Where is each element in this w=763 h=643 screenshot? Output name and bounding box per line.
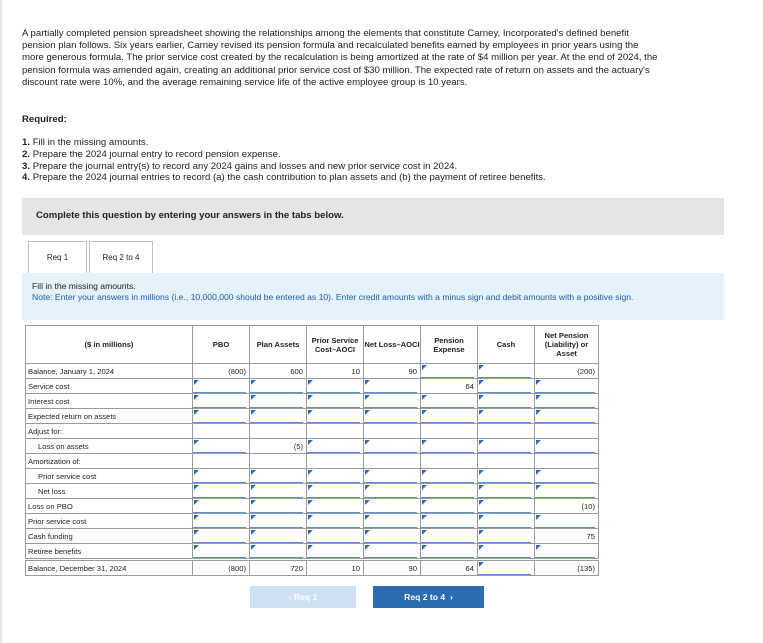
blank-cell	[307, 454, 364, 469]
answer-input[interactable]	[535, 395, 595, 408]
answer-input[interactable]	[478, 440, 531, 453]
row-label: Service cost	[26, 379, 193, 394]
answer-input[interactable]	[421, 500, 474, 513]
row-label: Balance, January 1, 2024	[26, 364, 193, 379]
table-row	[26, 439, 599, 454]
blank-cell	[250, 424, 307, 439]
answer-input[interactable]	[478, 395, 531, 408]
row-label: Net loss	[26, 484, 193, 499]
requirement-item: 3. Prepare the journal entry(s) to record any 2024 gains and losses and new prior service cost in 2024.	[22, 160, 458, 172]
answer-cell[interactable]	[535, 394, 599, 409]
answer-input[interactable]	[364, 470, 417, 483]
answer-cell[interactable]	[250, 529, 307, 544]
blank-cell	[478, 454, 535, 469]
answer-cell[interactable]	[535, 514, 599, 529]
answer-input[interactable]	[307, 530, 360, 543]
prev-button[interactable]: ‹ Req 1	[250, 586, 356, 608]
answer-input[interactable]	[250, 530, 303, 543]
problem-intro: A partially completed pension spreadsheet showing the relationships among the elements that constitute Carney, Incorporated's defined benefit pension plan follows. Six years earlier, Carney revised its pension formula and recalculated benefits earned by employees in prior years using the more generous formula. The prior service cost created by the recalculation is being amortized at the rate of $4 million per year. At the end of 2024, the pension formula was amended again, creating an additional prior service cost of $30 million. The expected rate of return on assets and the actuary's discount rate were 10%, and the average remaining service life of the active employee group is 10 years.	[22, 28, 658, 88]
answer-input[interactable]	[364, 440, 417, 453]
answer-input[interactable]	[250, 515, 303, 528]
answer-input[interactable]	[364, 515, 417, 528]
answer-input[interactable]	[421, 545, 474, 558]
answer-input[interactable]	[478, 545, 531, 558]
answer-input[interactable]	[250, 410, 303, 423]
answer-input[interactable]	[364, 500, 417, 513]
col-header-plan-assets: Plan Assets	[250, 326, 307, 364]
given-value: 90	[364, 364, 421, 379]
answer-cell[interactable]	[478, 364, 535, 379]
table-row	[26, 454, 599, 469]
answer-cell[interactable]	[421, 394, 478, 409]
answer-input[interactable]	[193, 470, 246, 483]
answer-cell[interactable]	[193, 394, 250, 409]
answer-input[interactable]	[421, 515, 474, 528]
answer-cell[interactable]	[535, 544, 599, 559]
given-value: (10)	[535, 499, 599, 514]
instruction-note: Note: Enter your answers in millions (i.e., 10,000,000 should be entered as 10). Enter credit amounts with a minus sign and debit amounts with a positive sign.	[32, 292, 634, 302]
col-header-label: ($ in millions)	[26, 326, 193, 364]
answer-input[interactable]	[535, 515, 595, 528]
answer-cell[interactable]	[250, 469, 307, 484]
answer-input[interactable]	[250, 545, 303, 558]
answer-input[interactable]	[478, 562, 531, 575]
answer-input[interactable]	[535, 545, 595, 558]
answer-cell[interactable]	[478, 484, 535, 499]
answer-cell[interactable]	[307, 544, 364, 559]
left-border	[0, 0, 2, 643]
answer-input[interactable]	[193, 395, 246, 408]
col-header-prior-service-cost: Prior Service Cost–AOCI	[307, 326, 364, 364]
answer-input[interactable]	[250, 485, 303, 498]
answer-cell[interactable]	[535, 439, 599, 454]
answer-input[interactable]	[364, 545, 417, 558]
answer-input[interactable]	[364, 380, 417, 393]
blank-cell	[193, 454, 250, 469]
table-row	[26, 469, 599, 484]
answer-input[interactable]	[478, 470, 531, 483]
table-row	[26, 394, 599, 409]
blank-cell	[193, 424, 250, 439]
answer-cell[interactable]	[364, 379, 421, 394]
answer-cell[interactable]	[478, 439, 535, 454]
answer-cell[interactable]	[421, 484, 478, 499]
answer-input[interactable]	[250, 470, 303, 483]
answer-input[interactable]	[421, 365, 474, 378]
table-row	[26, 379, 599, 394]
blank-cell	[421, 454, 478, 469]
answer-input[interactable]	[478, 380, 531, 393]
given-value: 64	[421, 561, 478, 576]
answer-cell[interactable]	[307, 529, 364, 544]
given-value: 10	[307, 561, 364, 576]
row-label: Loss on PBO	[26, 499, 193, 514]
answer-cell[interactable]	[421, 499, 478, 514]
answer-cell[interactable]	[364, 514, 421, 529]
table-row	[26, 424, 599, 439]
answer-cell[interactable]	[364, 409, 421, 424]
table-row	[26, 544, 599, 559]
blank-cell	[478, 424, 535, 439]
row-label: Loss on assets	[26, 439, 193, 454]
answer-input[interactable]	[193, 380, 246, 393]
instruction-panel	[22, 273, 724, 320]
answer-input[interactable]	[535, 470, 595, 483]
answer-cell[interactable]	[421, 529, 478, 544]
answer-cell[interactable]	[421, 364, 478, 379]
col-header-pension-expense: Pension Expense	[421, 326, 478, 364]
answer-cell[interactable]	[364, 529, 421, 544]
answer-cell[interactable]	[307, 379, 364, 394]
answer-cell[interactable]	[250, 499, 307, 514]
answer-cell[interactable]	[307, 469, 364, 484]
answer-input[interactable]	[193, 500, 246, 513]
answer-input[interactable]	[364, 395, 417, 408]
required-heading: Required:	[22, 114, 67, 125]
requirement-item: 1. Fill in the missing amounts.	[22, 137, 149, 148]
answer-input[interactable]	[364, 530, 417, 543]
answer-cell[interactable]	[421, 544, 478, 559]
given-value: 64	[421, 379, 478, 394]
answer-cell[interactable]	[193, 544, 250, 559]
answer-cell[interactable]	[250, 379, 307, 394]
answer-input[interactable]	[307, 410, 360, 423]
blank-cell	[535, 424, 599, 439]
blank-cell	[421, 424, 478, 439]
next-button[interactable]: Req 2 to 4 ›	[373, 586, 484, 608]
answer-cell[interactable]	[307, 439, 364, 454]
answer-cell[interactable]	[307, 499, 364, 514]
requirement-item: 4. Prepare the 2024 journal entries to record (a) the cash contribution to plan assets and (b) the payment of retiree benefits.	[22, 172, 546, 184]
row-label: Interest cost	[26, 394, 193, 409]
answer-cell[interactable]	[193, 484, 250, 499]
answer-cell[interactable]	[478, 544, 535, 559]
answer-input[interactable]	[421, 395, 474, 408]
given-value: (800)	[193, 364, 250, 379]
answer-input[interactable]	[478, 530, 531, 543]
instruction-title: Fill in the missing amounts.	[32, 281, 136, 291]
answer-cell[interactable]	[193, 469, 250, 484]
given-value: (200)	[535, 364, 599, 379]
answer-cell[interactable]	[250, 544, 307, 559]
answer-cell[interactable]	[193, 529, 250, 544]
answer-input[interactable]	[307, 380, 360, 393]
answer-cell[interactable]	[250, 394, 307, 409]
pension-spreadsheet	[25, 325, 599, 576]
answer-cell[interactable]	[535, 469, 599, 484]
answer-input[interactable]	[421, 410, 474, 423]
answer-input[interactable]	[421, 440, 474, 453]
answer-cell[interactable]	[193, 379, 250, 394]
table-row	[26, 499, 599, 514]
blank-cell	[535, 454, 599, 469]
answer-input[interactable]	[421, 470, 474, 483]
answer-cell[interactable]	[193, 409, 250, 424]
answer-input[interactable]	[478, 410, 531, 423]
answer-input[interactable]	[193, 485, 246, 498]
table-row	[26, 561, 599, 576]
table-row	[26, 409, 599, 424]
blank-cell	[250, 454, 307, 469]
answer-input[interactable]	[307, 395, 360, 408]
answer-cell[interactable]	[478, 379, 535, 394]
requirements-list	[22, 137, 546, 184]
row-label: Balance, December 31, 2024	[26, 561, 193, 576]
answer-cell[interactable]	[478, 469, 535, 484]
given-value: 75	[535, 529, 599, 544]
answer-cell[interactable]	[478, 561, 535, 576]
answer-cell[interactable]	[364, 484, 421, 499]
answer-cell[interactable]	[364, 439, 421, 454]
answer-input[interactable]	[250, 500, 303, 513]
table-row	[26, 484, 599, 499]
answer-input[interactable]	[535, 485, 595, 498]
table-row	[26, 364, 599, 379]
answer-cell[interactable]	[421, 469, 478, 484]
answer-cell[interactable]	[535, 409, 599, 424]
table-row	[26, 529, 599, 544]
answer-input[interactable]	[307, 485, 360, 498]
row-label: Adjust for:	[26, 424, 193, 439]
answer-cell[interactable]	[421, 439, 478, 454]
col-header-pbo: PBO	[193, 326, 250, 364]
given-value: (800)	[193, 561, 250, 576]
answer-cell[interactable]	[535, 484, 599, 499]
table-row	[26, 514, 599, 529]
answer-input[interactable]	[193, 530, 246, 543]
answer-cell[interactable]	[250, 484, 307, 499]
answer-input[interactable]	[307, 440, 360, 453]
answer-input[interactable]	[535, 380, 595, 393]
answer-input[interactable]	[307, 470, 360, 483]
blank-cell	[364, 454, 421, 469]
answer-cell[interactable]	[478, 394, 535, 409]
answer-cell[interactable]	[478, 499, 535, 514]
answer-input[interactable]	[250, 395, 303, 408]
answer-cell[interactable]	[364, 469, 421, 484]
answer-input[interactable]	[307, 545, 360, 558]
col-header-cash: Cash	[478, 326, 535, 364]
answer-cell[interactable]	[193, 514, 250, 529]
tab-req-1[interactable]: Req 1	[28, 241, 87, 274]
answer-input[interactable]	[478, 365, 531, 378]
answer-input[interactable]	[364, 410, 417, 423]
col-header-net-loss: Net Loss–AOCI	[364, 326, 421, 364]
answer-cell[interactable]	[535, 379, 599, 394]
answer-cell[interactable]	[307, 409, 364, 424]
answer-input[interactable]	[364, 485, 417, 498]
tab-req-2-to-4[interactable]: Req 2 to 4	[89, 241, 153, 274]
blank-cell	[364, 424, 421, 439]
row-label: Prior service cost	[26, 469, 193, 484]
answer-input[interactable]	[307, 515, 360, 528]
row-label: Prior service cost	[26, 514, 193, 529]
answer-cell[interactable]	[250, 409, 307, 424]
instruction-banner: Complete this question by entering your answers in the tabs below.	[22, 198, 724, 235]
answer-cell[interactable]	[421, 409, 478, 424]
answer-input[interactable]	[421, 530, 474, 543]
given-value: 600	[250, 364, 307, 379]
blank-cell	[307, 424, 364, 439]
answer-cell[interactable]	[193, 499, 250, 514]
given-value: (5)	[250, 439, 307, 454]
answer-input[interactable]	[193, 410, 246, 423]
answer-input[interactable]	[535, 440, 595, 453]
answer-cell[interactable]	[307, 514, 364, 529]
answer-input[interactable]	[250, 380, 303, 393]
answer-cell[interactable]	[478, 409, 535, 424]
answer-cell[interactable]	[193, 439, 250, 454]
answer-cell[interactable]	[364, 394, 421, 409]
answer-cell[interactable]	[421, 514, 478, 529]
given-value: 90	[364, 561, 421, 576]
answer-cell[interactable]	[478, 514, 535, 529]
row-label: Retiree benefits	[26, 544, 193, 559]
answer-input[interactable]	[478, 485, 531, 498]
answer-input[interactable]	[478, 500, 531, 513]
given-value: (135)	[535, 561, 599, 576]
col-header-net-pension: Net Pension (Liability) or Asset	[535, 326, 599, 364]
answer-cell[interactable]	[364, 499, 421, 514]
answer-cell[interactable]	[478, 529, 535, 544]
answer-cell[interactable]	[250, 514, 307, 529]
row-label: Expected return on assets	[26, 409, 193, 424]
answer-input[interactable]	[307, 500, 360, 513]
answer-input[interactable]	[193, 515, 246, 528]
given-value: 720	[250, 561, 307, 576]
requirement-item: 2. Prepare the 2024 journal entry to record pension expense.	[22, 148, 281, 160]
row-label: Cash funding	[26, 529, 193, 544]
answer-cell[interactable]	[307, 394, 364, 409]
answer-input[interactable]	[421, 485, 474, 498]
given-value: 10	[307, 364, 364, 379]
answer-input[interactable]	[193, 440, 246, 453]
answer-input[interactable]	[478, 515, 531, 528]
answer-cell[interactable]	[364, 544, 421, 559]
answer-input[interactable]	[535, 410, 595, 423]
answer-cell[interactable]	[307, 484, 364, 499]
answer-input[interactable]	[193, 545, 246, 558]
row-label: Amortization of:	[26, 454, 193, 469]
